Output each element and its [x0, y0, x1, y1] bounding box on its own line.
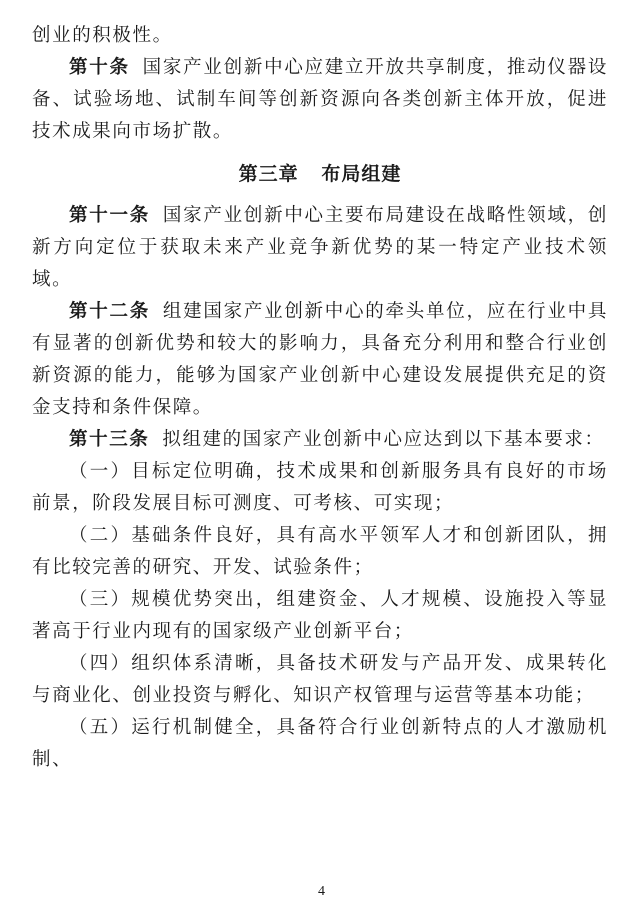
- article-text: 国家产业创新中心应建立开放共享制度，推动仪器设备、试验场地、试制车间等创新资源向各类创新主体开放，促进技术成果向市场扩散。: [32, 57, 608, 142]
- paragraph-continuation: 创业的积极性。: [32, 25, 173, 46]
- article-text: 拟组建的国家产业创新中心应达到以下基本要求：: [162, 429, 605, 450]
- article-text: 国家产业创新中心主要布局建设在战略性领域，创新方向定位于获取未来产业竞争新优势的某一特定产业技术领域。: [32, 205, 608, 290]
- article-text: 组建国家产业创新中心的牵头单位，应在行业中具有显著的创新优势和较大的影响力，具备充分利用和整合行业创新资源的能力，能够为国家产业创新中心建设发展提供充足的资金支持和条件保障。: [32, 301, 608, 418]
- article-label: 第十三条: [69, 429, 150, 450]
- article-label: 第十条: [69, 57, 130, 78]
- article-10: [32, 52, 608, 148]
- chapter-heading: [32, 158, 608, 190]
- page-number: 4: [318, 884, 325, 899]
- article-13: [32, 424, 608, 456]
- requirement-item: （四）组织体系清晰，具备技术研发与产品开发、成果转化与商业化、创业投资与孵化、知识产权管理与运营等基本功能；: [32, 653, 608, 706]
- article-label: 第十二条: [69, 301, 150, 322]
- article-label: 第十一条: [69, 205, 150, 226]
- article-12: [32, 296, 608, 424]
- chapter-number: 第三章: [238, 163, 299, 185]
- body-text: [32, 20, 608, 776]
- requirement-item: （一）目标定位明确，技术成果和创新服务具有良好的市场前景，阶段发展目标可测度、可考核、可实现；: [32, 461, 608, 514]
- chapter-title: 布局组建: [321, 163, 402, 185]
- requirement-item: （三）规模优势突出，组建资金、人才规模、设施投入等显著高于行业内现有的国家级产业创新平台；: [32, 589, 608, 642]
- requirement-item: （二）基础条件良好，具有高水平领军人才和创新团队，拥有比较完善的研究、开发、试验条件；: [32, 525, 608, 578]
- article-11: [32, 200, 608, 296]
- requirement-item: （五）运行机制健全，具备符合行业创新特点的人才激励机制、: [32, 717, 608, 770]
